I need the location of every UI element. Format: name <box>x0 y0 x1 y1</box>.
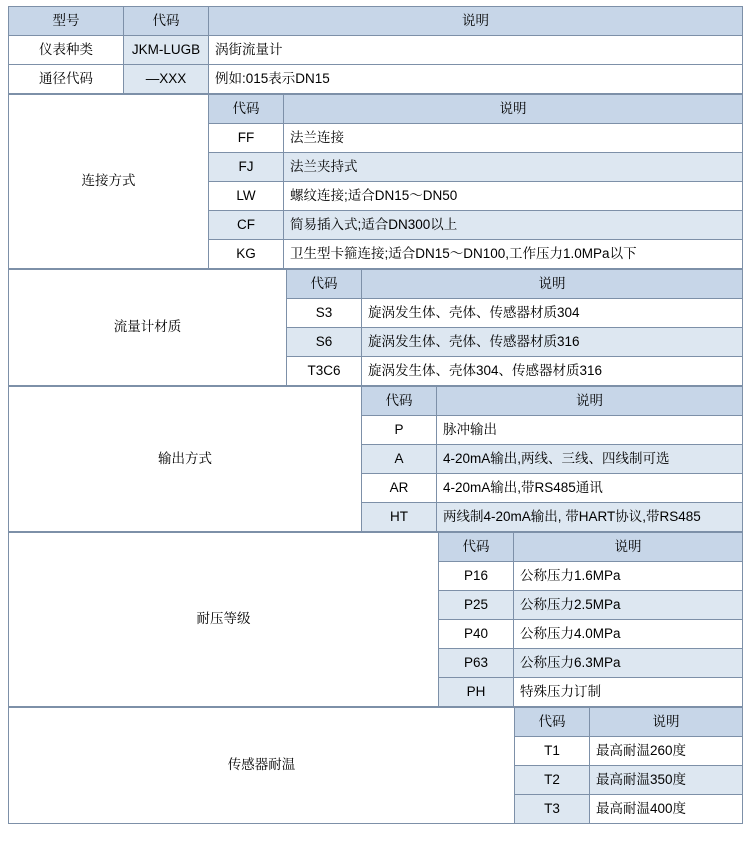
code-cell: PH <box>439 678 514 707</box>
group-subheader-row <box>9 708 743 737</box>
group-label-connection: 连接方式 <box>9 95 209 269</box>
row-desc-instrument-type: 涡街流量计 <box>209 36 743 65</box>
desc-cell: 最高耐温260度 <box>590 737 743 766</box>
code-cell: LW <box>209 182 284 211</box>
code-cell: P <box>362 416 437 445</box>
desc-cell: 特殊压力订制 <box>514 678 743 707</box>
header-cell-desc: 说明 <box>209 7 743 36</box>
desc-cell: 卫生型卡箍连接;适合DN15～DN100,工作压力1.0MPa以下 <box>284 240 743 269</box>
subheader-cell-desc: 说明 <box>284 95 743 124</box>
code-cell: S6 <box>287 328 362 357</box>
subheader-cell-desc: 说明 <box>362 270 743 299</box>
row-label-instrument-type: 仪表种类 <box>9 36 124 65</box>
spec-table-connection <box>8 94 743 269</box>
table-row <box>9 36 743 65</box>
group-subheader-row <box>9 533 743 562</box>
desc-cell: 4-20mA输出,带RS485通讯 <box>437 474 743 503</box>
code-cell: T3C6 <box>287 357 362 386</box>
code-cell: A <box>362 445 437 474</box>
group-subheader-row <box>9 95 743 124</box>
subheader-cell-code: 代码 <box>515 708 590 737</box>
subheader-cell-code: 代码 <box>209 95 284 124</box>
desc-cell: 4-20mA输出,两线、三线、四线制可选 <box>437 445 743 474</box>
row-desc-bore-code: 例如:015表示DN15 <box>209 65 743 94</box>
desc-cell: 螺纹连接;适合DN15～DN50 <box>284 182 743 211</box>
code-cell: AR <box>362 474 437 503</box>
table-row <box>9 65 743 94</box>
row-label-bore-code: 通径代码 <box>9 65 124 94</box>
group-subheader-row <box>9 387 743 416</box>
group-label-pressure: 耐压等级 <box>9 533 439 707</box>
header-cell-model: 型号 <box>9 7 124 36</box>
row-code-bore-code: —XXX <box>124 65 209 94</box>
code-cell: P63 <box>439 649 514 678</box>
subheader-cell-desc: 说明 <box>437 387 743 416</box>
desc-cell: 最高耐温350度 <box>590 766 743 795</box>
code-cell: HT <box>362 503 437 532</box>
desc-cell: 公称压力2.5MPa <box>514 591 743 620</box>
subheader-cell-code: 代码 <box>362 387 437 416</box>
desc-cell: 简易插入式;适合DN300以上 <box>284 211 743 240</box>
group-label-output: 输出方式 <box>9 387 362 532</box>
spec-table-main <box>8 6 743 94</box>
desc-cell: 最高耐温400度 <box>590 795 743 824</box>
desc-cell: 旋涡发生体、壳体304、传感器材质316 <box>362 357 743 386</box>
code-cell: CF <box>209 211 284 240</box>
desc-cell: 公称压力4.0MPa <box>514 620 743 649</box>
code-cell: T1 <box>515 737 590 766</box>
desc-cell: 公称压力6.3MPa <box>514 649 743 678</box>
code-cell: T3 <box>515 795 590 824</box>
code-cell: S3 <box>287 299 362 328</box>
code-cell: P40 <box>439 620 514 649</box>
desc-cell: 旋涡发生体、壳体、传感器材质316 <box>362 328 743 357</box>
spec-table-material <box>8 269 743 386</box>
spec-table-output <box>8 386 743 532</box>
desc-cell: 脉冲输出 <box>437 416 743 445</box>
subheader-cell-desc: 说明 <box>590 708 743 737</box>
group-label-material: 流量计材质 <box>9 270 287 386</box>
subheader-cell-code: 代码 <box>287 270 362 299</box>
spec-table-temperature <box>8 707 743 824</box>
desc-cell: 法兰连接 <box>284 124 743 153</box>
code-cell: KG <box>209 240 284 269</box>
spec-table-pressure <box>8 532 743 707</box>
row-code-instrument-type: JKM-LUGB <box>124 36 209 65</box>
subheader-cell-desc: 说明 <box>514 533 743 562</box>
desc-cell: 旋涡发生体、壳体、传感器材质304 <box>362 299 743 328</box>
group-subheader-row <box>9 270 743 299</box>
desc-cell: 两线制4-20mA输出, 带HART协议,带RS485 <box>437 503 743 532</box>
code-cell: FF <box>209 124 284 153</box>
code-cell: P16 <box>439 562 514 591</box>
code-cell: T2 <box>515 766 590 795</box>
code-cell: FJ <box>209 153 284 182</box>
code-cell: P25 <box>439 591 514 620</box>
table-header-row <box>9 7 743 36</box>
desc-cell: 法兰夹持式 <box>284 153 743 182</box>
subheader-cell-code: 代码 <box>439 533 514 562</box>
header-cell-code: 代码 <box>124 7 209 36</box>
group-label-temperature: 传感器耐温 <box>9 708 515 824</box>
desc-cell: 公称压力1.6MPa <box>514 562 743 591</box>
